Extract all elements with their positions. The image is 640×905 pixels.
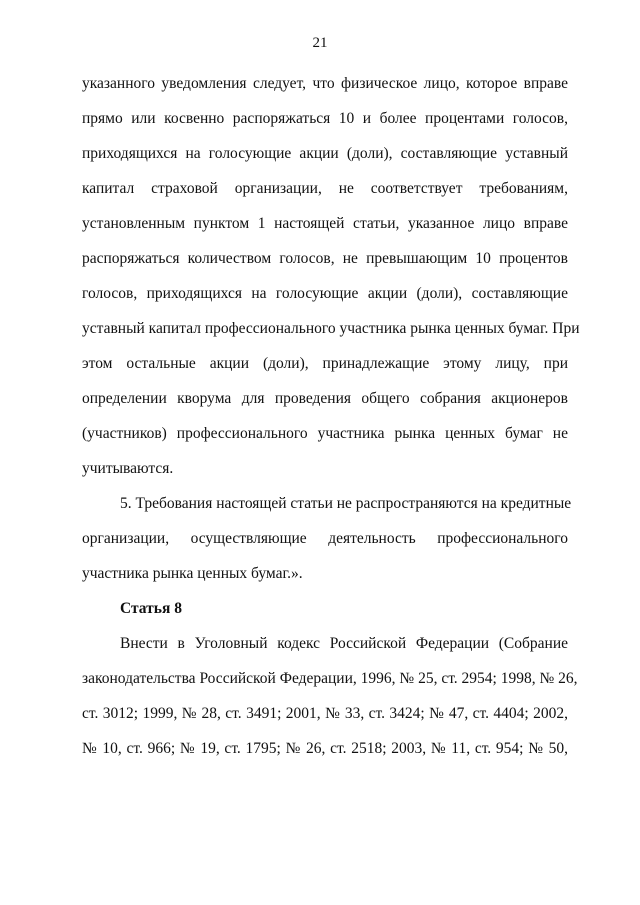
text-line: учитываются. [82,460,174,477]
text-line: определении кворума для проведения общего собрания акционеров [82,390,568,407]
text-line: № 10, ст. 966; № 19, ст. 1795; № 26, ст. 2518; 2003, № 11, ст. 954; № 50, [82,740,568,757]
paragraph-item-5 [82,486,572,591]
text-line: указанного уведомления следует, что физическое лицо, которое вправе [82,75,568,92]
text-line: распоряжаться количеством голосов, не превышающим 10 процентов [82,250,568,267]
text-line: Внести в Уголовный кодекс Российской Федерации (Собрание [120,635,568,652]
text-line: законодательства Российской Федерации, 1996, № 25, ст. 2954; 1998, № 26, [82,670,578,687]
text-line: установленным пунктом 1 настоящей статьи, указанное лицо вправе [82,215,568,232]
article-heading: Статья 8 [120,600,182,617]
paragraph-continuation [82,66,580,486]
text-line: капитал страховой организации, не соответствует требованиям, [82,180,568,197]
text-line: этом остальные акции (доли), принадлежащие этому лицу, при [82,355,568,372]
text-line: ст. 3012; 1999, № 28, ст. 3491; 2001, № 33, ст. 3424; № 47, ст. 4404; 2002, [82,705,568,722]
text-line: участника рынка ценных бумаг.». [82,565,303,582]
page-number: 21 [312,35,328,51]
document-body [82,66,580,766]
text-line: голосов, приходящихся на голосующие акции (доли), составляющие [82,285,568,302]
text-line: уставный капитал профессионального участника рынка ценных бумаг. При [82,320,580,337]
article-paragraph [82,626,578,766]
text-line: приходящихся на голосующие акции (доли), составляющие уставный [82,145,568,162]
text-line: организации, осуществляющие деятельность профессионального [82,530,568,547]
text-line: прямо или косвенно распоряжаться 10 и более процентами голосов, [82,110,568,127]
text-line: 5. Требования настоящей статьи не распространяются на кредитные [120,495,572,512]
text-line: (участников) профессионального участника рынка ценных бумаг не [82,425,568,442]
